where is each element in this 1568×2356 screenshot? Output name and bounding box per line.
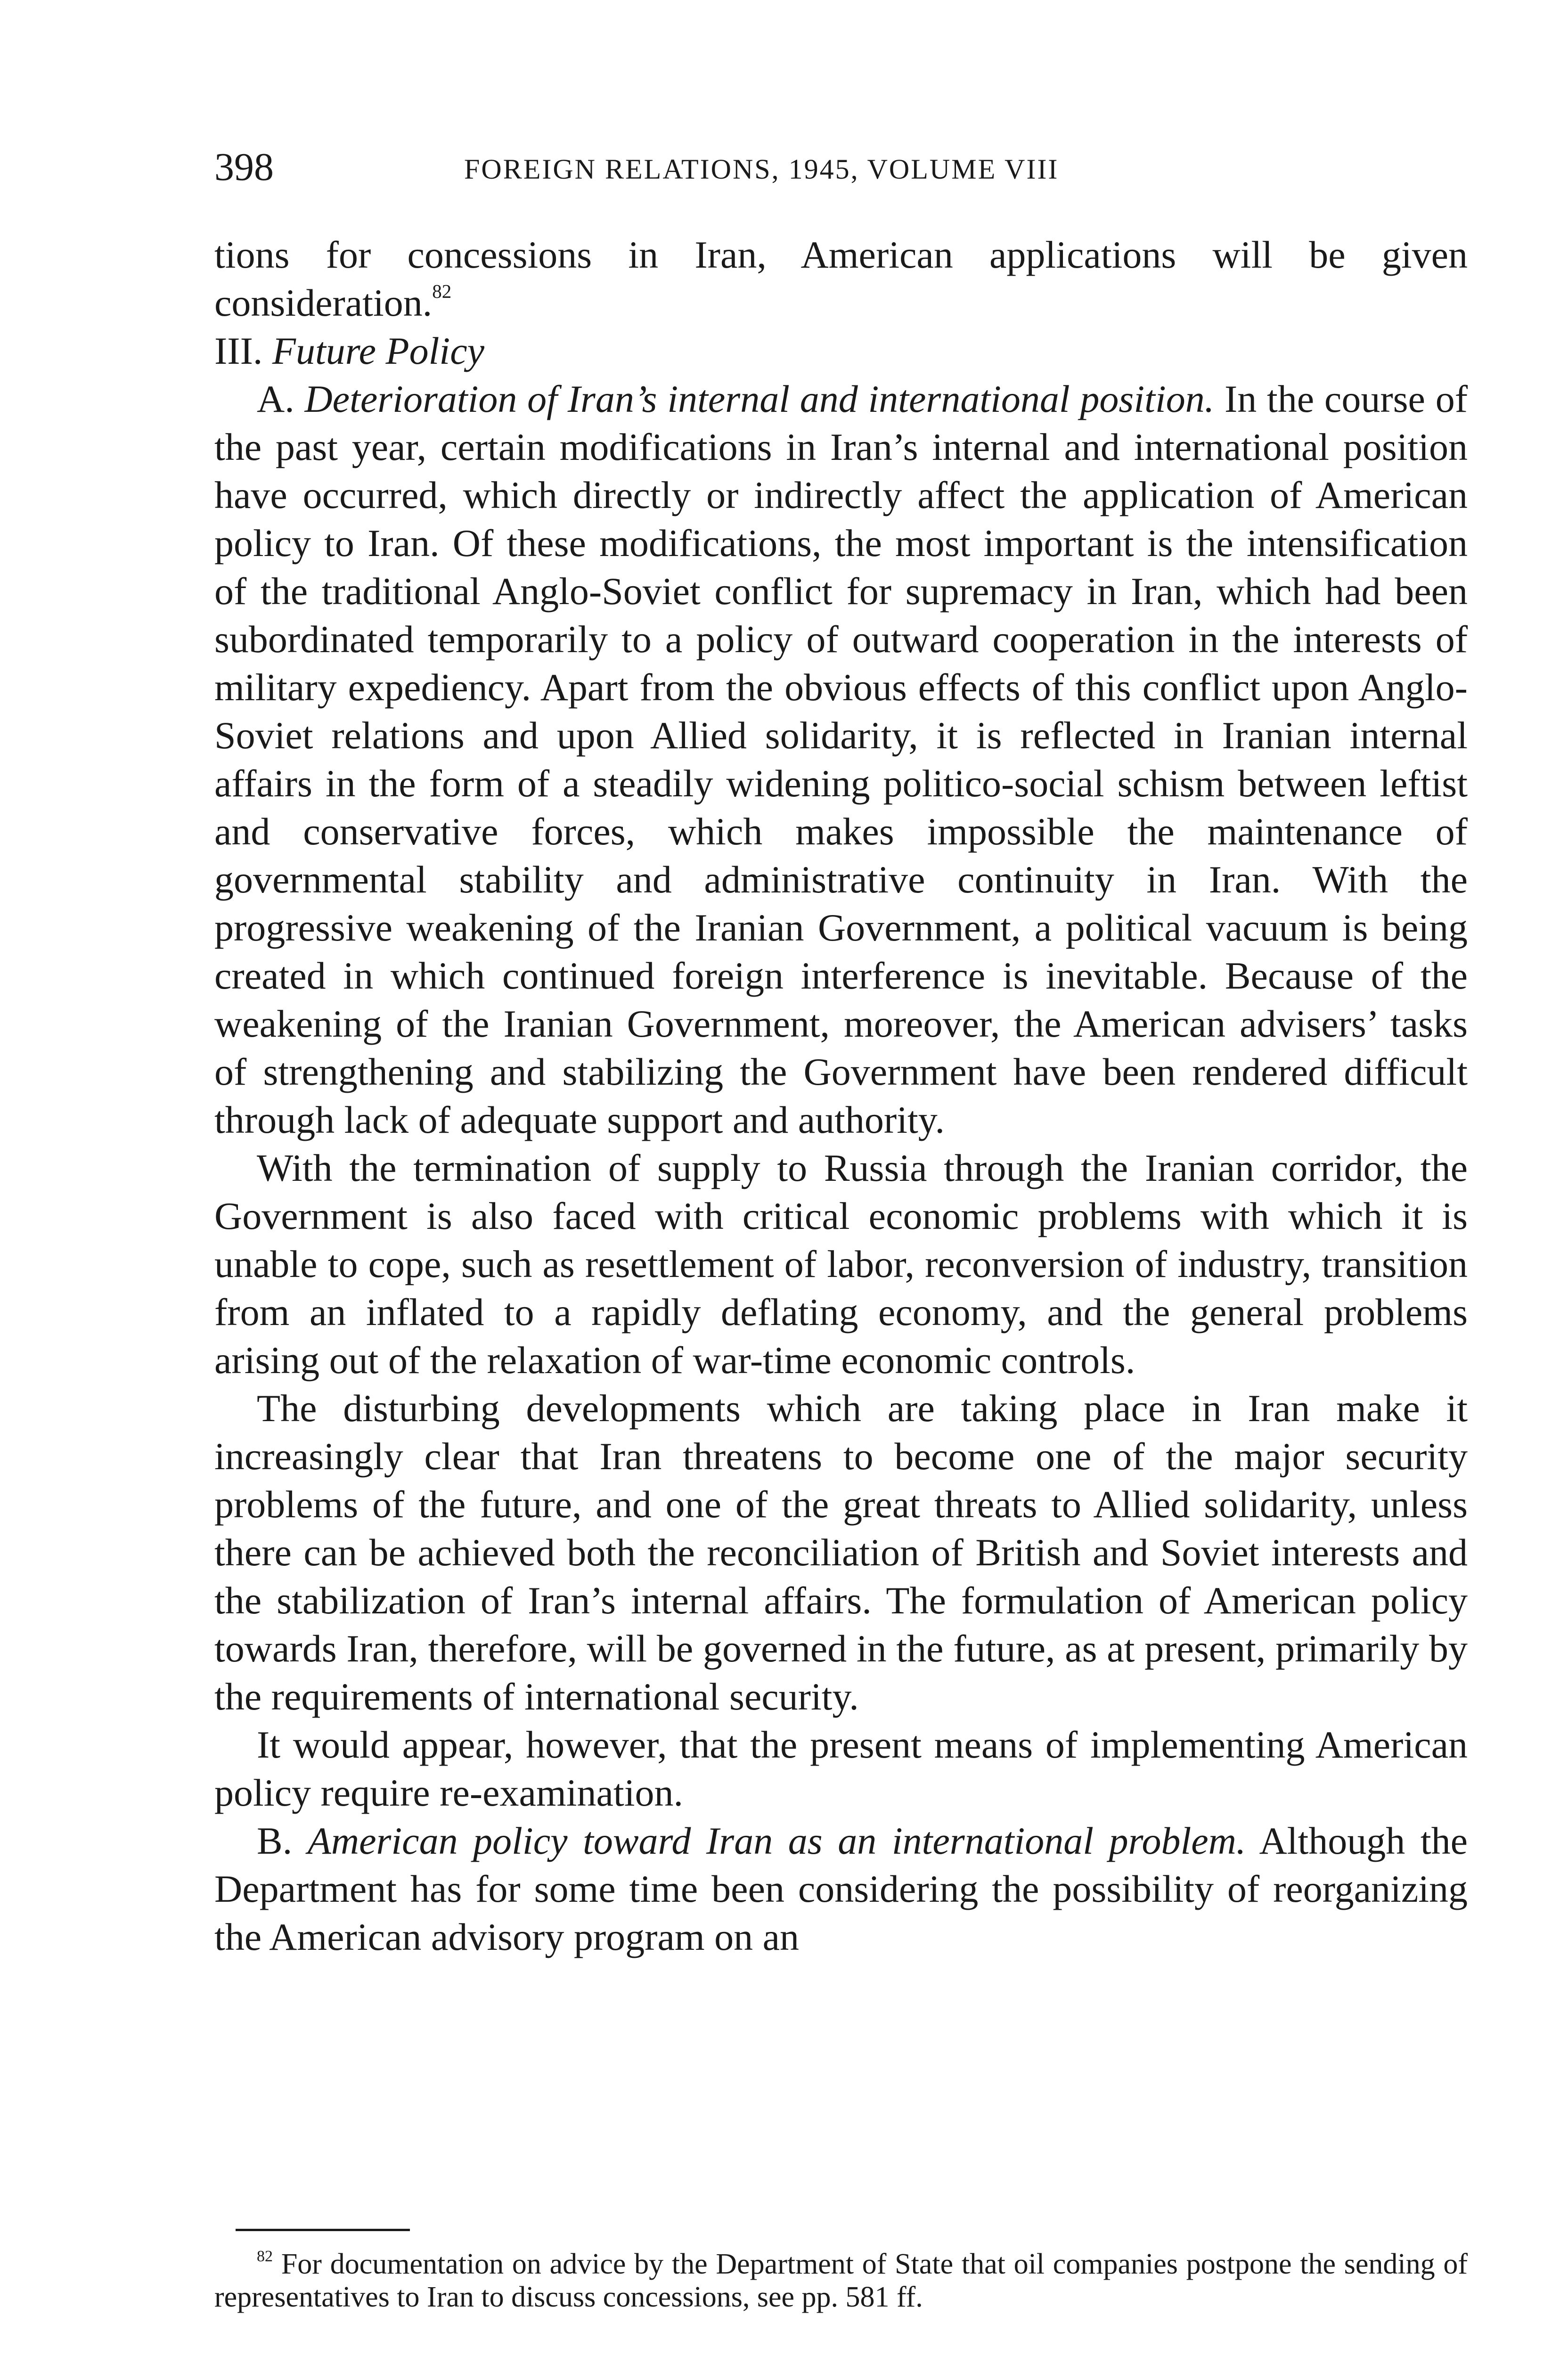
running-head: FOREIGN RELATIONS, 1945, VOLUME VIII — [464, 154, 1059, 185]
paragraph-3: The disturbing developments which are taking place in Iran make it increasingly clear that Iran threatens to become one of the major security problems of the future, and one of the great threats to Allied solidarity, unless there can be achieved both the reconciliation of British and Soviet interests and the stabilization of Iran’s internal affairs. The formulation of American policy towards Iran, therefore, will be governed in the future, as at present, primarily by the requirements of international security. — [214, 1387, 1468, 1718]
page-header — [214, 141, 1468, 193]
footnote-reference: 82 — [432, 280, 452, 302]
subsection-b-label: B. — [257, 1819, 293, 1862]
subsection-a-title: Deterioration of Iran’s internal and international position. — [304, 377, 1215, 420]
body-text — [214, 231, 1468, 1961]
subsection-a-label: A. — [257, 377, 294, 420]
continued-paragraph-text: tions for concessions in Iran, American applications will be given consideration. — [214, 233, 1468, 324]
paragraph-2: With the termination of supply to Russia through the Iranian corridor, the Government is also faced with critical economic problems with which it is unable to cope, such as resettlement of labor, reconversion of industry, transition from an inflated to a rapidly deflating economy, and the general problems arising out of the relaxation of war-time economic controls. — [214, 1146, 1468, 1382]
footnote-text: For documentation on advice by the Department of State that oil companies postpone the sending of representatives to Iran to discuss concessions, see pp. 581 ff. — [214, 2248, 1468, 2313]
paragraph-5-text: Although the Department has for some time been considering the possibility of reorganizing the American advisory program on an — [214, 1819, 1468, 1958]
section-title: Future Policy — [272, 329, 485, 372]
section-number: III. — [214, 329, 263, 372]
footnote-marker: 82 — [257, 2248, 273, 2265]
footnote-paragraph — [214, 2248, 1468, 2314]
subsection-b-paragraph — [214, 1817, 1468, 1961]
page-number: 398 — [214, 145, 274, 189]
subsection-a-paragraph — [214, 375, 1468, 1144]
footnote — [214, 2248, 1468, 2314]
paragraph-4: It would appear, however, that the present means of implementing American policy require re-examination. — [214, 1723, 1468, 1814]
section-heading — [214, 327, 1468, 375]
continued-paragraph — [214, 231, 1468, 327]
subsection-b-title: American policy toward Iran as an international problem. — [307, 1819, 1246, 1862]
paragraph-1-text: In the course of the past year, certain modifications in Iran’s internal and international position have occurred, which directly or indirectly affect the application of American policy to Iran. Of these modifications, the most important is the intensification of the traditional Anglo-Soviet conflict for supremacy in Iran, which had been subordinated temporarily to a policy of outward cooperation in the interests of military expediency. Apart from the obvious effects of this conflict upon Anglo-Soviet relations and upon Allied solidarity, it is reflected in Iranian internal affairs in the form of a steadily widening politico-social schism between leftist and conservative forces, which makes impossible the maintenance of governmental stability and administrative continuity in Iran. With the progressive weakening of the Iranian Government, a political vacuum is being created in which continued foreign interference is inevitable. Because of the weakening of the Iranian Government, moreover, the American advisers’ tasks of strengthening and stabilizing the Government have been rendered difficult through lack of adequate support and authority. — [214, 377, 1468, 1141]
footnote-divider — [236, 2229, 410, 2231]
